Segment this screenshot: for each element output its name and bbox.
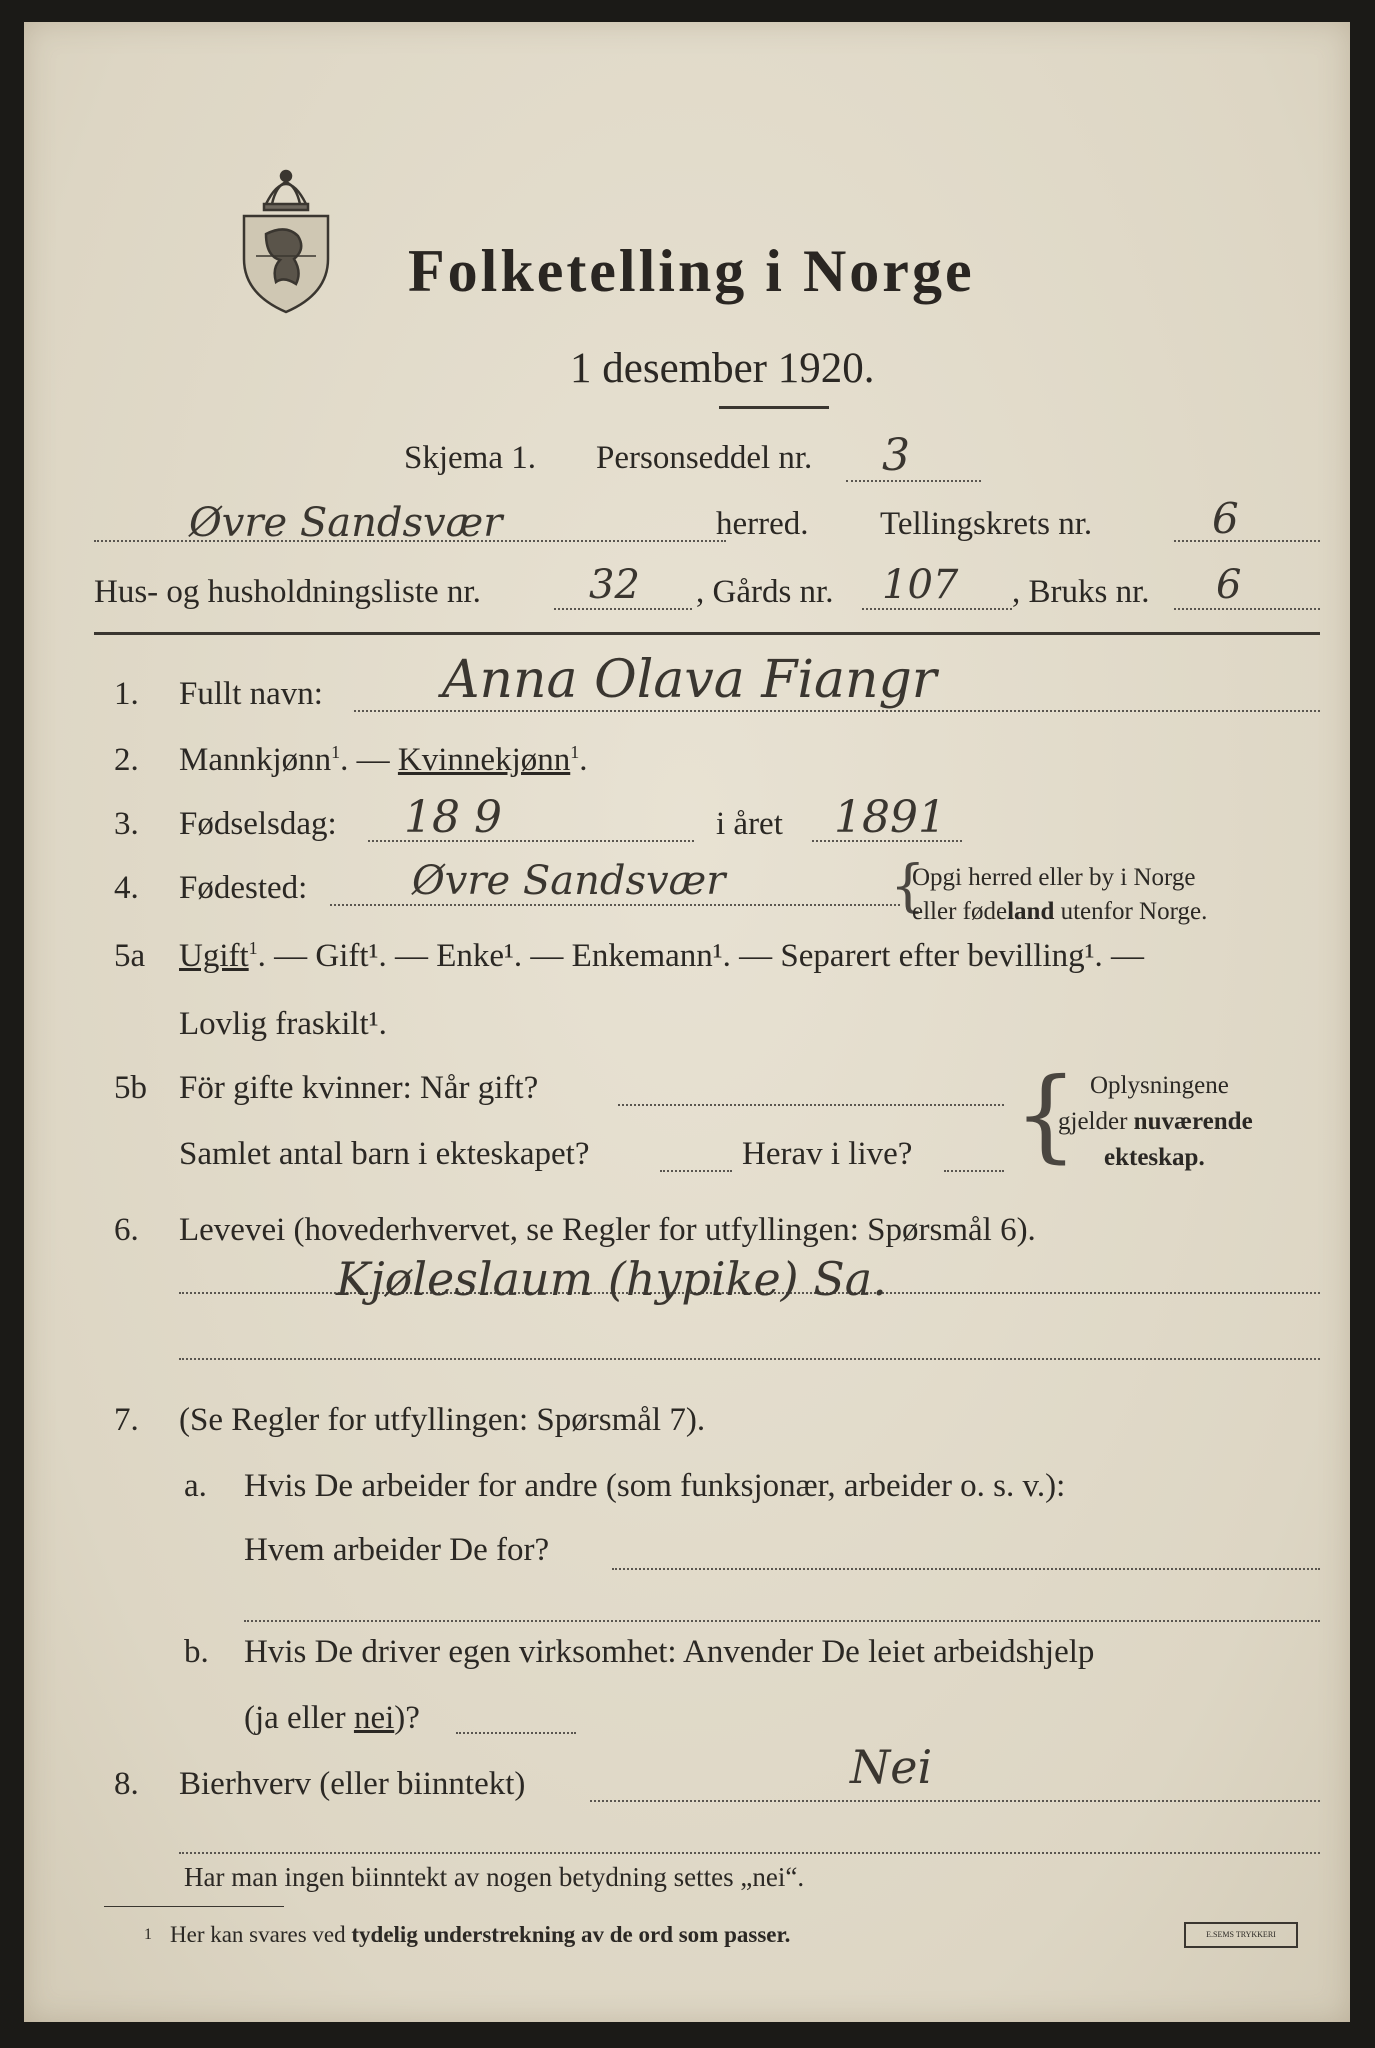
q6-label: Levevei (hovederhvervet, se Regler for utfyllingen: Spørsmål 6).	[179, 1212, 1036, 1248]
hus-value: 32	[589, 562, 640, 608]
q7-label: (Se Regler for utfyllingen: Spørsmål 7).	[179, 1402, 706, 1438]
biinntekt-note: Har man ingen biinntekt av nogen betydning settes „nei“.	[184, 1862, 805, 1892]
q8-line2	[179, 1852, 1320, 1854]
gards-value: 107	[882, 562, 959, 608]
q5b-brace: {	[1014, 1056, 1078, 1173]
q5b-line2-dots	[660, 1170, 732, 1172]
q4-number: 4.	[114, 870, 139, 906]
q4-note-line2: eller fødeland utenfor Norge.	[912, 898, 1208, 925]
bruks-label: , Bruks nr.	[1012, 574, 1150, 610]
footnote-divider	[104, 1906, 284, 1907]
q5b-line2: Samlet antal barn i ekteskapet?	[179, 1136, 590, 1172]
q7-number: 7.	[114, 1402, 139, 1438]
q7b-line2-dots	[456, 1732, 576, 1734]
q6-line2	[179, 1358, 1320, 1360]
personseddel-line	[846, 480, 981, 482]
personseddel-label: Personseddel nr.	[596, 440, 813, 476]
q5a-number: 5a	[114, 938, 146, 974]
q8-line	[590, 1800, 1320, 1802]
q2-female: Kvinnekjønn	[397, 742, 571, 778]
q7a-line2-dots	[612, 1568, 1320, 1570]
hus-label: Hus- og husholdningsliste nr.	[94, 574, 481, 610]
q6-number: 6.	[114, 1212, 139, 1248]
gards-line	[862, 608, 1012, 610]
tellingskrets-line	[1174, 540, 1320, 542]
herred-label: herred.	[716, 506, 809, 542]
q4-line	[330, 904, 900, 906]
q4-note-line1: Opgi herred eller by i Norge	[912, 864, 1196, 891]
title-divider	[719, 406, 829, 409]
census-date: 1 desember 1920.	[570, 345, 875, 392]
q5b-line1-dots	[618, 1104, 1004, 1106]
q5b-herav: Herav i live?	[742, 1136, 913, 1172]
q7a-line1: Hvis De arbeider for andre (som funksjonær, arbeider o. s. v.):	[244, 1468, 1066, 1504]
tellingskrets-value: 6	[1212, 494, 1239, 543]
q5b-note2: gjelder nuværende	[1058, 1108, 1253, 1135]
q5b-herav-dots	[944, 1170, 1004, 1172]
q5b-note1: Oplysningene	[1090, 1072, 1229, 1099]
q7b-line1: Hvis De driver egen virksomhet: Anvender De leiet arbeidshjelp	[244, 1634, 1095, 1670]
q5a-ugift: Ugift	[179, 938, 249, 974]
q7a-letter: a.	[184, 1468, 207, 1504]
printer-stamp: E.SEMS TRYKKERI	[1184, 1922, 1298, 1948]
census-form-sheet	[24, 22, 1350, 2022]
tellingskrets-label: Tellingskrets nr.	[880, 506, 1093, 542]
q7b-nei: nei	[353, 1700, 395, 1736]
q3-label: Fødselsdag:	[179, 806, 337, 842]
q7a-line2: Hvem arbeider De for?	[244, 1532, 550, 1568]
bruks-value: 6	[1216, 562, 1242, 608]
coat-of-arms-icon	[236, 164, 336, 314]
header-divider	[94, 632, 1320, 635]
q3-year-label: i året	[716, 806, 783, 842]
q4-value: Øvre Sandsvær	[412, 858, 726, 904]
footnote-marker: 1	[144, 1926, 152, 1943]
q8-label: Bierhverv (eller biinntekt)	[179, 1766, 526, 1802]
form-title: Folketelling i Norge	[408, 238, 975, 304]
q2-options: Mannkjønn$^1$. — Kvinnekjønn$^1$.	[179, 742, 588, 778]
q1-number: 1.	[114, 676, 139, 712]
q8-value: Nei	[850, 1740, 933, 1794]
herred-value: Øvre Sandsvær	[189, 500, 503, 546]
hus-line	[554, 608, 692, 610]
q5a-options: Ugift$^1$. — Gift¹. — Enke¹. — Enkemann¹. — Separert efter bevilling¹. —	[179, 938, 1145, 974]
q1-line	[354, 710, 1320, 712]
q3-value: 18 9	[404, 792, 502, 843]
gards-label: , Gårds nr.	[696, 574, 834, 610]
q4-brace: {	[890, 854, 926, 919]
q1-label: Fullt navn:	[179, 676, 323, 712]
q5a-line2: Lovlig fraskilt¹.	[179, 1006, 387, 1042]
q7a-line3-dots	[244, 1620, 1320, 1622]
q5b-note3: ekteskap.	[1104, 1144, 1205, 1171]
q1-value: Anna Olava Fiangr	[442, 650, 937, 710]
q5b-line1: För gifte kvinner: Når gift?	[179, 1070, 539, 1106]
q8-number: 8.	[114, 1766, 139, 1802]
q7b-line2: (ja eller nei)?	[244, 1700, 420, 1736]
q2-number: 2.	[114, 742, 139, 778]
schema-label: Skjema 1.	[404, 440, 536, 476]
personseddel-value: 3	[882, 430, 910, 481]
q2-male: Mannkjønn	[179, 742, 332, 778]
q3-number: 3.	[114, 806, 139, 842]
q5b-number: 5b	[114, 1070, 147, 1106]
footnote-text: Her kan svares ved tydelig understrekning av de ord som passer.	[170, 1922, 791, 1947]
q7b-letter: b.	[184, 1634, 209, 1670]
bruks-line	[1174, 608, 1320, 610]
q3-year-value: 1891	[834, 792, 946, 843]
q6-value: Kjøleslaum (hypike) Sa.	[336, 1252, 887, 1306]
q4-label: Fødested:	[179, 870, 308, 906]
